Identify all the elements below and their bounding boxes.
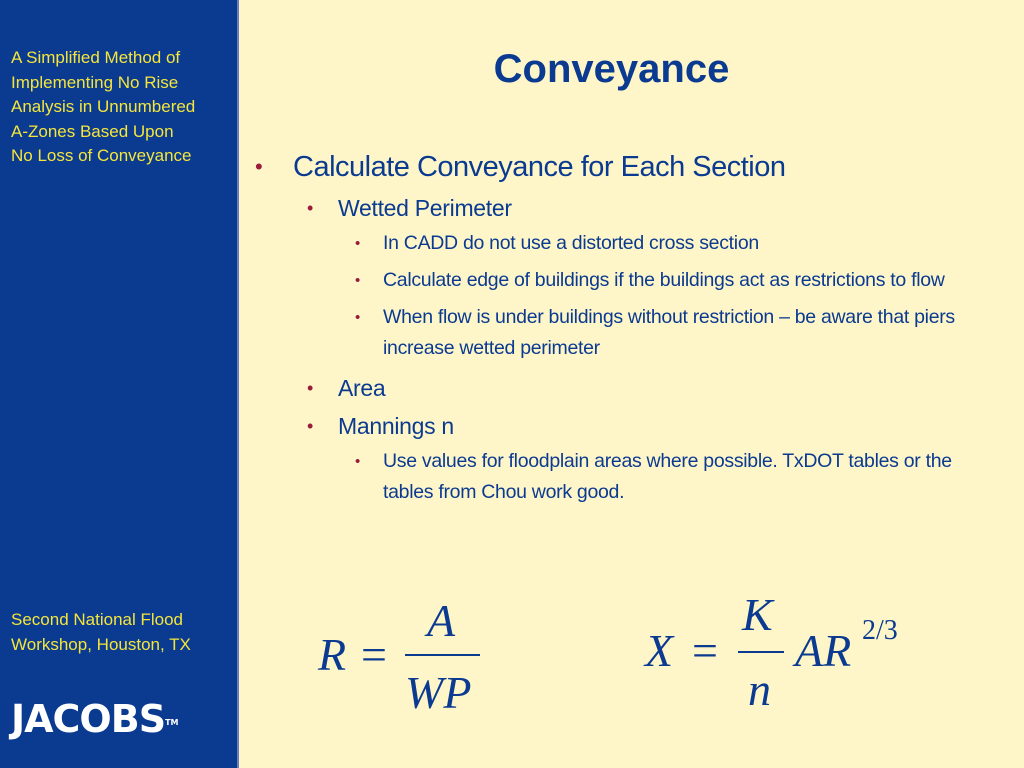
bullet-marker: • [355,235,360,252]
bullet-list [255,150,975,508]
bullet-item-level-2 [307,194,975,222]
bullet-text: Mannings n [338,413,454,439]
bullet-item-level-2 [307,412,975,440]
bullet-item-level-2 [307,374,975,402]
eq2-denominator: n [748,664,771,715]
event-footer-line: Workshop, Houston, TX [11,634,191,654]
bullet-item-level-3 [355,228,963,259]
bullet-text: Calculate Conveyance for Each Section [293,151,786,183]
presentation-title-line: A Simplified Method of [11,48,181,67]
eq1-fraction-bar [405,654,480,656]
eq2-fraction-bar [738,651,784,653]
logo-text: JACOBS [11,697,166,741]
presentation-title-line: Implementing No Rise [11,72,179,92]
bullet-item-level-3 [355,265,963,296]
eq1-equals: = [361,629,387,680]
bullet-marker: • [307,416,314,436]
presentation-title-line: A-Zones Based Upon [11,121,174,141]
eq1-numerator: A [427,595,456,646]
bullet-text: Calculate edge of buildings if the buildings act as restrictions to flow [383,269,945,291]
eq2-lhs: X [645,625,674,676]
event-footer-line: Second National Flood [11,610,184,629]
eq2-numerator: K [742,589,773,640]
sidebar-divider [237,0,239,768]
presentation-title-line: Analysis in Unnumbered [11,97,196,116]
bullet-item-level-1 [255,150,975,184]
presentation-title-line: No Loss of Conveyance [11,146,192,165]
bullet-item-level-3 [355,302,963,364]
bullet-marker: • [307,198,314,218]
bullet-text: Wetted Perimeter [338,195,512,221]
eq1-lhs: R [318,629,347,680]
bullet-text: Area [338,375,386,401]
bullet-marker: • [355,309,360,326]
logo-trademark: TM [165,718,179,727]
bullet-marker: • [255,154,263,179]
bullet-text: When flow is under buildings without restriction – be aware that piers increase wetted perimeter [383,306,955,359]
bullet-marker: • [307,378,314,398]
bullet-marker: • [355,453,360,470]
jacobs-logo [11,698,179,740]
eq2-equals: = [692,625,718,676]
slide-title: Conveyance [493,47,730,91]
bullet-text: In CADD do not use a distorted cross section [383,232,759,254]
bullet-marker: • [355,272,360,289]
event-footer [11,608,235,657]
bullet-text: Use values for floodplain areas where possible. TxDOT tables or the tables from Chou work good. [383,450,952,503]
eq2-factor: AR [795,625,852,676]
bullet-item-level-3 [355,446,963,508]
sidebar [0,0,237,768]
eq1-denominator: WP [405,667,472,718]
presentation-title [11,46,235,169]
eq2-exponent: 2/3 [862,615,898,646]
